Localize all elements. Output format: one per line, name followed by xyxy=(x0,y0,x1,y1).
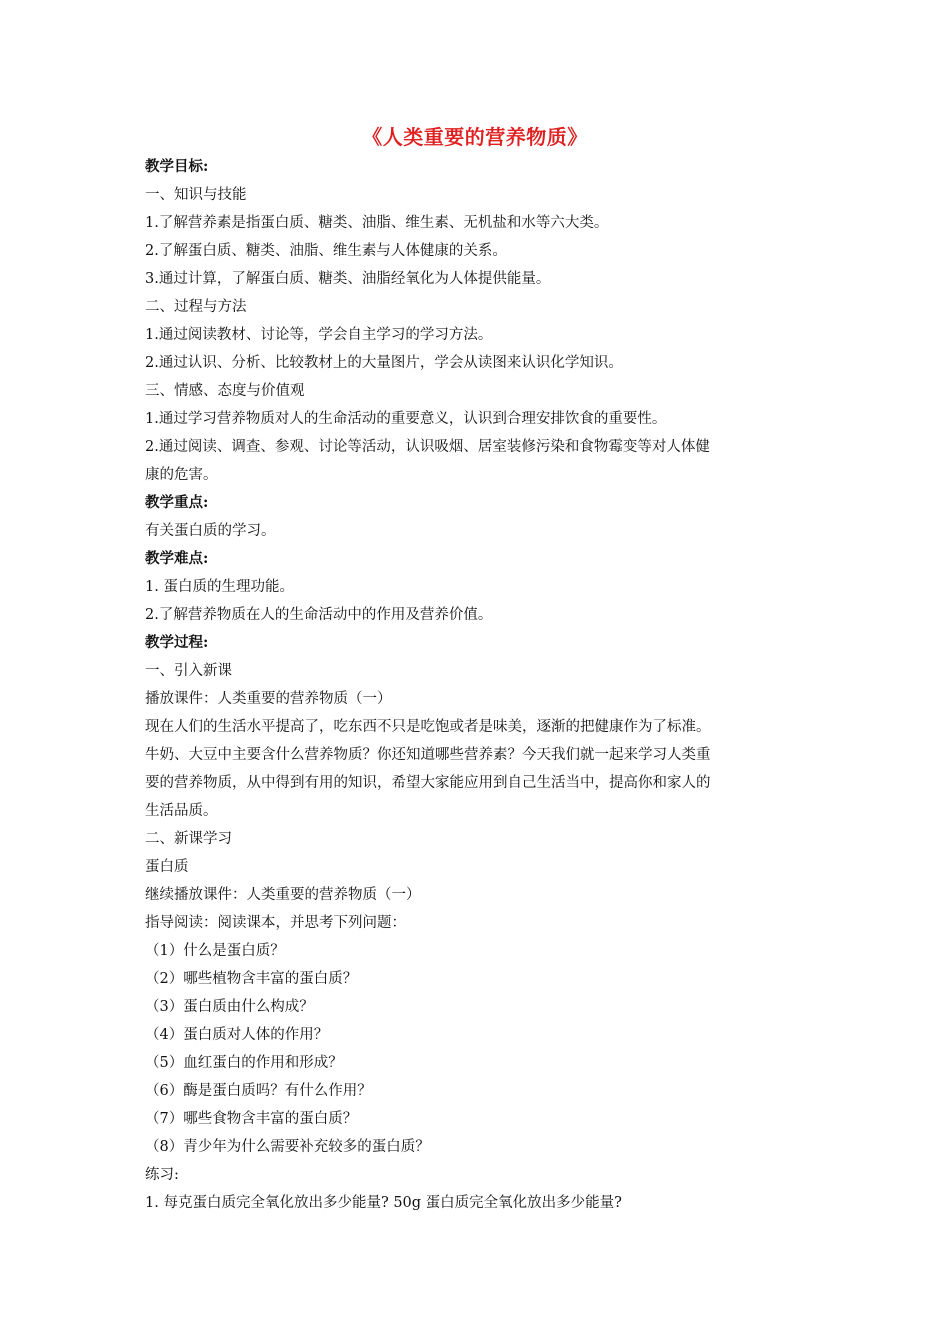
text-line: （4）蛋白质对人体的作用？ xyxy=(145,1027,329,1043)
text-line: （1）什么是蛋白质？ xyxy=(145,943,285,959)
text-line: 2.了解营养物质在人的生命活动中的作用及营养价值。 xyxy=(145,607,493,623)
text-line: （6）酶是蛋白质吗？有什么作用？ xyxy=(145,1083,372,1099)
text-line: 1.通过阅读教材、讨论等，学会自主学习的学习方法。 xyxy=(145,327,493,343)
section-heading: 教学难点: xyxy=(145,550,209,567)
text-line: （3）蛋白质由什么构成？ xyxy=(145,999,314,1015)
text-line: 康的危害。 xyxy=(145,467,218,483)
text-line: （5）血红蛋白的作用和形成？ xyxy=(145,1055,343,1071)
document-title: 《人类重要的营养物质》 xyxy=(362,125,588,149)
text-line: 1. 每克蛋白质完全氧化放出多少能量? 50g 蛋白质完全氧化放出多少能量? xyxy=(145,1195,622,1211)
section-heading: 教学过程: xyxy=(145,634,209,651)
text-line: 播放课件：人类重要的营养物质（一） xyxy=(145,691,392,707)
text-line: （2）哪些植物含丰富的蛋白质？ xyxy=(145,971,358,987)
text-line: 有关蛋白质的学习。 xyxy=(145,523,276,539)
text-line: 一、知识与技能 xyxy=(145,187,247,203)
text-line: 练习: xyxy=(145,1167,179,1183)
text-line: 要的营养物质，从中得到有用的知识，希望大家能应用到自己生活当中，提高你和家人的 xyxy=(145,775,711,791)
text-line: 1.了解营养素是指蛋白质、糖类、油脂、维生素、无机盐和水等六大类。 xyxy=(145,215,609,231)
text-line: 2.通过阅读、调查、参观、讨论等活动，认识吸烟、居室装修污染和食物霉变等对人体健 xyxy=(145,439,710,455)
text-line: 指导阅读：阅读课本，并思考下列问题： xyxy=(145,915,406,931)
text-line: 3.通过计算，了解蛋白质、糖类、油脂经氧化为人体提供能量。 xyxy=(145,271,551,287)
text-line: （8）青少年为什么需要补充较多的蛋白质？ xyxy=(145,1139,430,1155)
text-line: 蛋白质 xyxy=(145,859,189,875)
document-body xyxy=(145,153,810,1217)
text-line: 三、情感、态度与价值观 xyxy=(145,383,305,399)
text-line: 1. 蛋白质的生理功能。 xyxy=(145,579,294,595)
section-heading: 教学重点: xyxy=(145,494,209,511)
text-line: 牛奶、大豆中主要含什么营养物质？你还知道哪些营养素？今天我们就一起来学习人类重 xyxy=(145,747,711,763)
text-line: 2.通过认识、分析、比较教材上的大量图片，学会从读图来认识化学知识。 xyxy=(145,355,623,371)
text-line: 一、引入新课 xyxy=(145,663,232,679)
text-line: 二、过程与方法 xyxy=(145,299,247,315)
text-line: 二、新课学习 xyxy=(145,831,232,847)
text-line: 生活品质。 xyxy=(145,803,218,819)
text-line: （7）哪些食物含丰富的蛋白质？ xyxy=(145,1111,358,1127)
section-heading: 教学目标: xyxy=(145,158,209,175)
text-line: 2.了解蛋白质、糖类、油脂、维生素与人体健康的关系。 xyxy=(145,243,507,259)
text-line: 现在人们的生活水平提高了，吃东西不只是吃饱或者是味美，逐渐的把健康作为了标准。 xyxy=(145,719,711,735)
text-line: 继续播放课件：人类重要的营养物质（一） xyxy=(145,887,421,903)
text-line: 1.通过学习营养物质对人的生命活动的重要意义，认识到合理安排饮食的重要性。 xyxy=(145,411,667,427)
